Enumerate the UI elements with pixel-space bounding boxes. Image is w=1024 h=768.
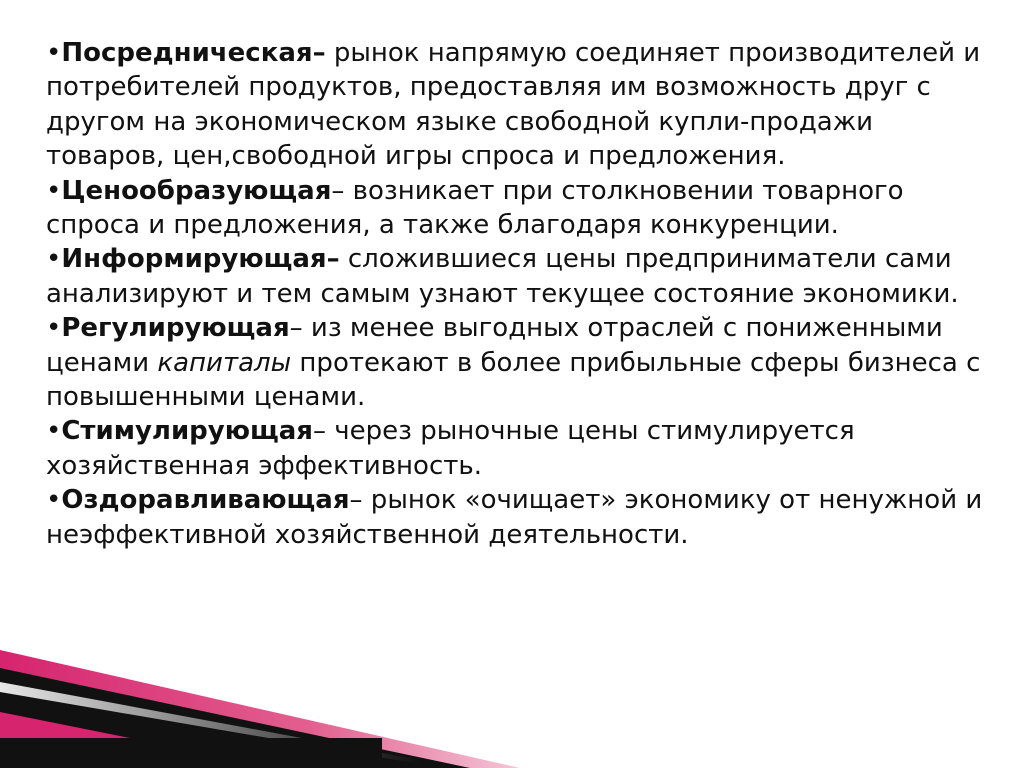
- term-label: Посредническая–: [61, 38, 326, 68]
- term-label: Информирующая–: [61, 244, 340, 275]
- term-label: Стимулирующая: [61, 416, 313, 447]
- decorative-swoosh: [0, 620, 520, 768]
- bullet-glyph: •: [46, 38, 62, 68]
- list-item: [46, 242, 986, 311]
- item-description: рынок напрямую соединяет производителей и потребителей продуктов, предоставляя им возможность друг с другом на экономическом языке свободной купли-продажи товаров, цен,свободной игры спроса и предложения.: [46, 38, 981, 172]
- item-description: – из менее выгодных отраслей с пониженными ценами: [46, 313, 943, 378]
- bullet-glyph: •: [46, 313, 62, 344]
- term-label: Ценообразующая: [61, 175, 332, 206]
- item-description: – через рыночные цены стимулируется хозяйственная эффективность.: [46, 416, 855, 481]
- list-item: [46, 414, 986, 483]
- italic-term: капиталы: [157, 347, 292, 378]
- list-item: [46, 36, 986, 174]
- list-item: [46, 174, 986, 243]
- list-item: [46, 483, 986, 552]
- bullet-glyph: •: [46, 485, 62, 516]
- bullet-glyph: •: [46, 416, 62, 447]
- bullet-list: [46, 36, 986, 552]
- item-description: сложившиеся цены предприниматели сами анализируют и тем самым узнают текущее состояние экономики.: [46, 244, 959, 309]
- bullet-glyph: •: [46, 244, 62, 275]
- black-base: [0, 738, 382, 768]
- bullet-glyph: •: [46, 175, 62, 206]
- list-item: [46, 311, 986, 414]
- term-label: Оздоравливающая: [61, 485, 350, 516]
- item-description: – возникает при столкновении товарного спроса и предложения, а также благодаря конкуренции.: [46, 175, 904, 241]
- term-label: Регулирующая: [61, 313, 290, 344]
- item-description: – рынок «очищает» экономику от ненужной и неэффективной хозяйственной деятельности.: [46, 485, 983, 550]
- item-description-continued: протекают в более прибыльные сферы бизнеса с повышенными ценами.: [46, 347, 981, 413]
